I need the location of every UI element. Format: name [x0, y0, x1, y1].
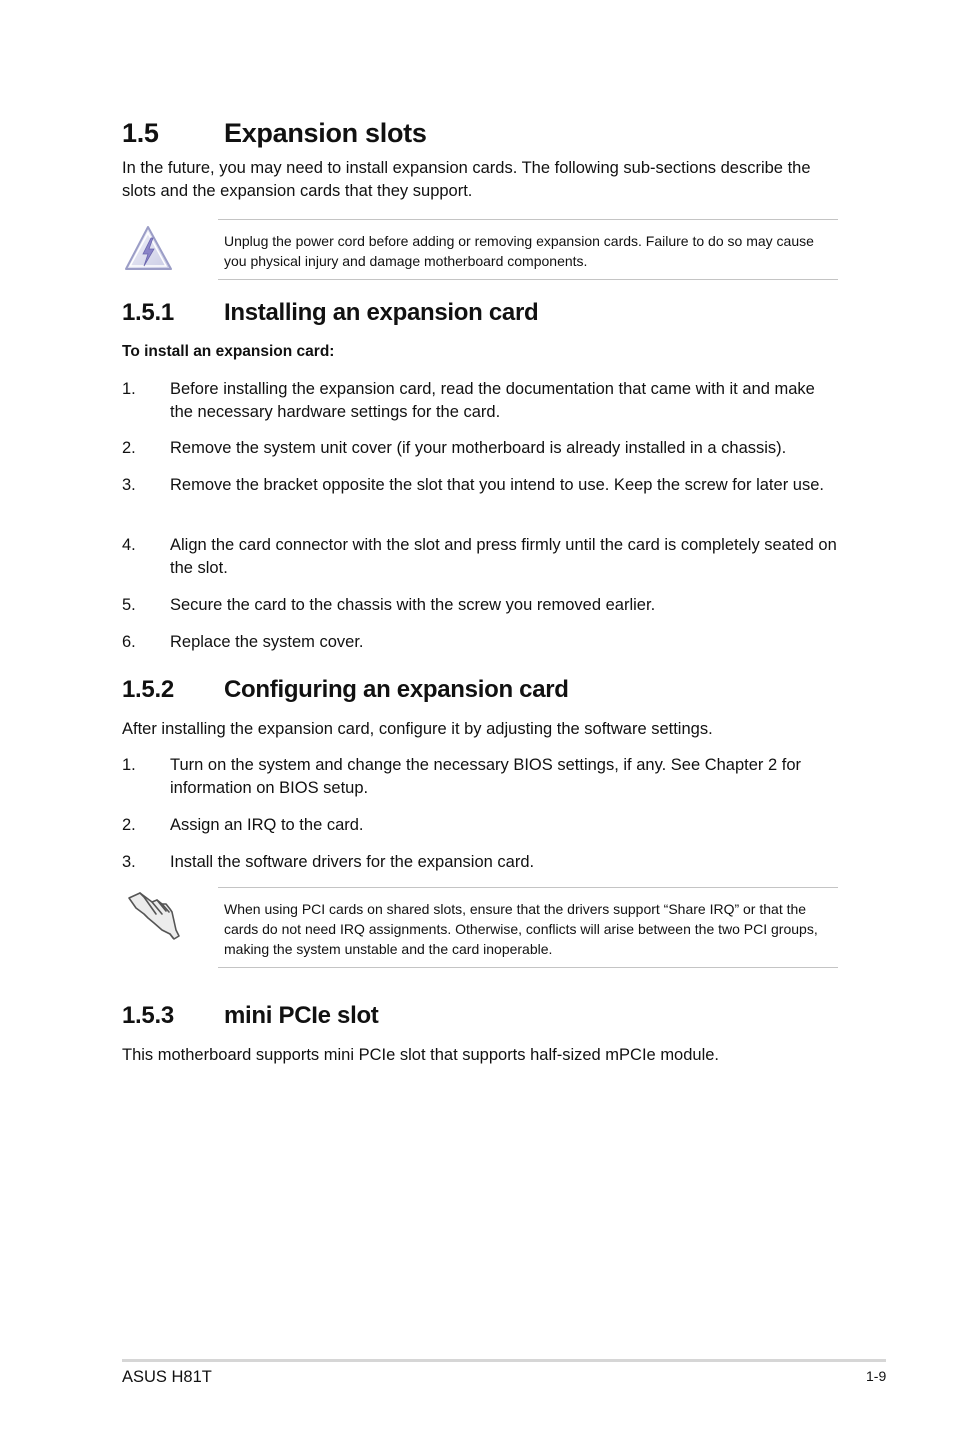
list-item-text: Install the software drivers for the expansion card.	[170, 853, 535, 871]
page-number: 1-9	[866, 1368, 887, 1384]
list-item-text: Remove the system unit cover (if your motherboard is already installed in a chassis).	[170, 439, 787, 457]
subsection-title-configure: Configuring an expansion card	[224, 676, 569, 703]
list-item-text: Secure the card to the chassis with the screw you removed earlier.	[170, 596, 656, 614]
list-item-text: Assign an IRQ to the card.	[170, 816, 364, 834]
note-top-divider	[218, 887, 838, 888]
warning-bottom-divider	[218, 279, 838, 280]
section-intro: In the future, you may need to install expansion cards. The following sub-sections describe the slots and the expansion cards that they support.	[122, 159, 811, 200]
subsection-number-configure: 1.5.2	[122, 676, 174, 703]
note-bottom-divider	[218, 967, 838, 968]
list-item-number: 2.	[122, 439, 136, 457]
warning-text: Unplug the power cord before adding or removing expansion cards. Failure to do so may cause you physical injury and damage motherboard components.	[224, 233, 814, 269]
list-item-number: 3.	[122, 476, 136, 494]
section-title: Expansion slots	[224, 118, 427, 148]
warning-top-divider	[218, 219, 838, 220]
subsection-number-minipcie: 1.5.3	[122, 1002, 174, 1029]
section-number: 1.5	[122, 118, 159, 148]
list-item-text: Replace the system cover.	[170, 633, 364, 651]
list-item-number: 4.	[122, 536, 136, 554]
minipcie-text: This motherboard supports mini PCIe slot that supports half-sized mPCIe module.	[122, 1046, 720, 1064]
list-item-text: Turn on the system and change the necessary BIOS settings, if any. See Chapter 2 for information on BIOS setup.	[170, 756, 802, 797]
configure-intro: After installing the expansion card, configure it by adjusting the software settings.	[122, 720, 713, 738]
list-item-number: 6.	[122, 633, 136, 651]
list-item-text: Before installing the expansion card, read the documentation that came with it and make the necessary hardware settings for the card.	[170, 380, 815, 421]
subsection-title-install: Installing an expansion card	[224, 299, 539, 326]
footer-product: ASUS H81T	[122, 1368, 212, 1386]
list-item-text: Remove the bracket opposite the slot that you intend to use. Keep the screw for later use.	[170, 476, 824, 494]
warning-icon	[124, 224, 174, 274]
pointing-hand-icon	[126, 890, 182, 942]
subsection-title-minipcie: mini PCIe slot	[224, 1002, 379, 1029]
list-item-number: 1.	[122, 756, 136, 774]
list-item-number: 5.	[122, 596, 136, 614]
subsection-number-install: 1.5.1	[122, 299, 174, 326]
footer-rule	[122, 1359, 886, 1362]
note-text: When using PCI cards on shared slots, ensure that the drivers support “Share IRQ” or that the cards do not need IRQ assignments. Otherwise, conflicts will arise between the two PCI groups, making the system unstable and the card inoperable.	[224, 901, 818, 957]
list-item-number: 2.	[122, 816, 136, 834]
install-lead: To install an expansion card:	[122, 343, 335, 360]
list-item-number: 1.	[122, 380, 136, 398]
list-item-text: Align the card connector with the slot and press firmly until the card is completely seated on the slot.	[170, 536, 837, 577]
list-item-number: 3.	[122, 853, 136, 871]
